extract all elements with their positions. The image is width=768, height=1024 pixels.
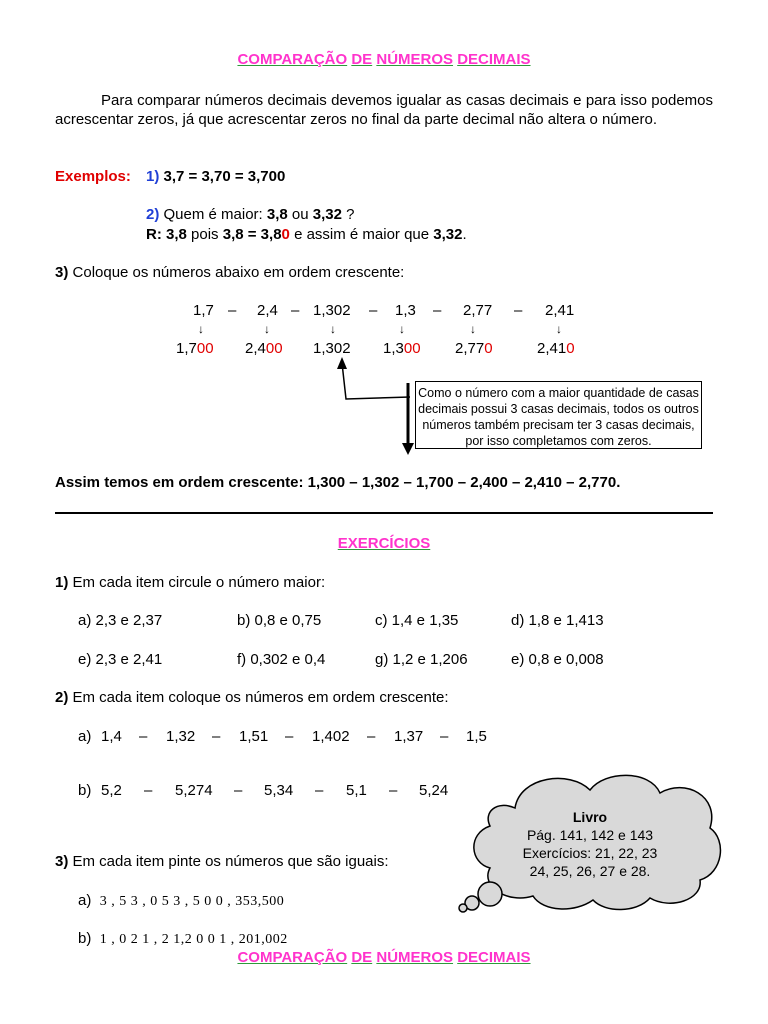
number-item: 1,3 (395, 302, 416, 319)
dash: – (139, 728, 148, 745)
dash: – (367, 728, 376, 745)
number-item: 5,1 (346, 782, 367, 799)
exercises-title: EXERCÍCIOS (337, 535, 431, 552)
intro-paragraph: Para comparar números decimais devemos igualar as casas decimais e para isso podemos acrescentar zeros, já que acrescentar zeros no final da parte decimal não altera o número. (55, 92, 713, 128)
question-1: 1) Em cada item circule o número maior: (55, 574, 326, 591)
cloud-title: Livro (572, 809, 608, 825)
item-label: a) (78, 728, 92, 745)
cloud-note (500, 808, 680, 880)
number-item: 5,34 (264, 782, 294, 799)
number-item: 1,302 (313, 302, 351, 319)
dash: – (440, 728, 449, 745)
padded-number: 1,700 (176, 340, 214, 357)
padded-number: 1,300 (383, 340, 421, 357)
number-item: 1,402 (312, 728, 350, 745)
dash: – (514, 302, 523, 319)
question-2: 2) Em cada item coloque os números em ordem crescente: (55, 689, 449, 706)
q1-item: c) 1,4 e 1,35 (375, 612, 459, 629)
dash: – (369, 302, 378, 319)
footer-title: COMPARAÇÃO DE NÚMEROS DECIMAIS (237, 949, 531, 966)
number-item: 1,37 (394, 728, 424, 745)
padded-number: 2,410 (537, 340, 575, 357)
connector-arrows (330, 355, 420, 460)
q1-item: e) 0,8 e 0,008 (511, 651, 604, 668)
padded-number: 1,302 (313, 340, 351, 357)
number-item: 5,24 (419, 782, 449, 799)
number-item: 2,4 (257, 302, 278, 319)
number-item: 1,7 (193, 302, 214, 319)
examples-label: Exemplos: (55, 168, 131, 185)
down-arrow-icon: ↓ (399, 322, 405, 336)
page-title: COMPARAÇÃO DE NÚMEROS DECIMAIS (237, 51, 531, 68)
number-item: 5,2 (101, 782, 122, 799)
cloud-line: Pág. 141, 142 e 143 (526, 827, 654, 843)
padded-number: 2,770 (455, 340, 493, 357)
down-arrow-icon: ↓ (470, 322, 476, 336)
ordering-instruction: 3) Coloque os números abaixo em ordem crescente: (55, 264, 405, 281)
dash: – (433, 302, 442, 319)
question-3: 3) Em cada item pinte os números que são iguais: (55, 853, 389, 870)
dash: – (228, 302, 237, 319)
q3b-row: b) 1 , 0 2 1 , 2 1,2 0 0 1 , 201,002 (78, 930, 288, 947)
q3a-row: a) 3 , 5 3 , 0 5 3 , 5 0 0 , 353,500 (78, 892, 285, 909)
conclusion: Assim temos em ordem crescente: 1,300 – 1,302 – 1,700 – 2,400 – 2,410 – 2,770. (55, 474, 621, 491)
number-item: 1,51 (239, 728, 269, 745)
dash: – (389, 782, 398, 799)
down-arrow-icon: ↓ (556, 322, 562, 336)
padded-number: 2,400 (245, 340, 283, 357)
number-item: 1,5 (466, 728, 487, 745)
cloud-line: 24, 25, 26, 27 e 28. (529, 863, 651, 879)
q1-item: b) 0,8 e 0,75 (237, 612, 322, 629)
q1-item: d) 1,8 e 1,413 (511, 612, 604, 629)
number-item: 1,4 (101, 728, 122, 745)
example-2-question: 2) Quem é maior: 3,8 ou 3,32 ? (146, 206, 355, 223)
dash: – (315, 782, 324, 799)
number-item: 1,32 (166, 728, 196, 745)
example-2-answer: R: 3,8 pois 3,8 = 3,80 e assim é maior que 3,32. (146, 226, 467, 243)
q1-item: f) 0,302 e 0,4 (237, 651, 326, 668)
number-item: 5,274 (175, 782, 213, 799)
example-1: 1) 3,7 = 3,70 = 3,700 (146, 168, 286, 185)
dash: – (285, 728, 294, 745)
q1-item: a) 2,3 e 2,37 (78, 612, 163, 629)
divider (55, 512, 713, 514)
explanation-note: Como o número com a maior quantidade de casas decimais possui 3 casas decimais, todos os outros números também precisam ter 3 casas decimais, por isso completamos com zeros. (415, 381, 702, 449)
down-arrow-icon: ↓ (198, 322, 204, 336)
down-arrow-icon: ↓ (264, 322, 270, 336)
cloud-line: Exercícios: 21, 22, 23 (522, 845, 658, 861)
number-item: 2,41 (545, 302, 575, 319)
item-label: b) (78, 782, 92, 799)
dash: – (212, 728, 221, 745)
dash: – (234, 782, 243, 799)
q1-item: g) 1,2 e 1,206 (375, 651, 468, 668)
dash: – (144, 782, 153, 799)
number-item: 2,77 (463, 302, 493, 319)
dash: – (291, 302, 300, 319)
q1-item: e) 2,3 e 2,41 (78, 651, 163, 668)
down-arrow-icon: ↓ (330, 322, 336, 336)
